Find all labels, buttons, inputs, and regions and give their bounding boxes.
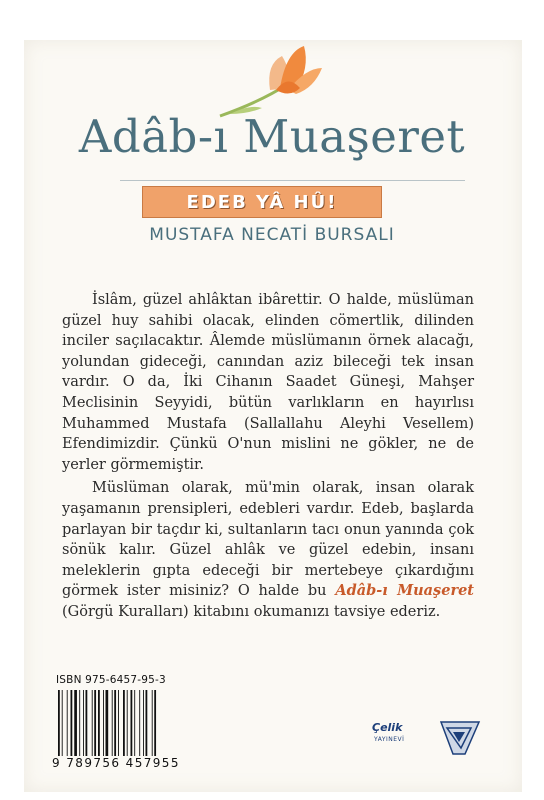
publisher-name: Çelik xyxy=(372,721,403,734)
book-subtitle: EDEB YÂ HÛ! xyxy=(186,191,338,213)
book-title: Adâb-ı Muaşeret xyxy=(78,110,466,163)
title-divider xyxy=(120,180,465,181)
subtitle-badge xyxy=(142,186,382,218)
publisher-subtitle: YAYINEVİ xyxy=(374,736,405,743)
blurb-paragraph-1: İslâm, güzel ahlâktan ibârettir. O halde, müslüman güzel huy sahibi olacak, elinden cömertlik, dilinden inciler saçılacaktır. Âlemde müslümanın örnek alacağı, yolundan gideceği, canından aziz bileceği tek insan vardır. O da, İki Cihanın Saadet Güneşi, Mahşer Meclisinin Seyyidi, bütün varlıkların en hayırlısı Muhammed Mustafa (Sallallahu Aleyhi Vesellem) Efendimizdir. Çünkü O'nun mislini ne gökler, ne de yerler görmemiştir. xyxy=(62,292,474,473)
author-name: MUSTAFA NECATİ BURSALI xyxy=(149,225,395,245)
isbn-label: ISBN 975-6457-95-3 xyxy=(56,674,166,686)
barcode-icon xyxy=(56,690,184,756)
book-title-reference: Adâb-ı Muaşeret xyxy=(335,582,475,600)
blurb-paragraph-2 xyxy=(62,478,474,622)
blurb-text-run: (Görgü Kuralları) kitabını okumanızı tavsiye ederiz. xyxy=(62,603,441,620)
barcode-number: 9 789756 457955 xyxy=(52,756,180,770)
blurb-text-run: Müslüman olarak, mü'min olarak, insan olarak yaşamanın prensipleri, edebleri vardır. Edeb, başlarda parlayan bir taçdır ki, sultanların tacı onun yanında çok sönük kalır. Güzel ahlâk ve güzel edebin, insanı meleklerin gıpta edeceği bir mertebeye çıkardığını görmek ister misiniz? O halde bu xyxy=(62,480,474,600)
blurb-text xyxy=(62,290,474,626)
